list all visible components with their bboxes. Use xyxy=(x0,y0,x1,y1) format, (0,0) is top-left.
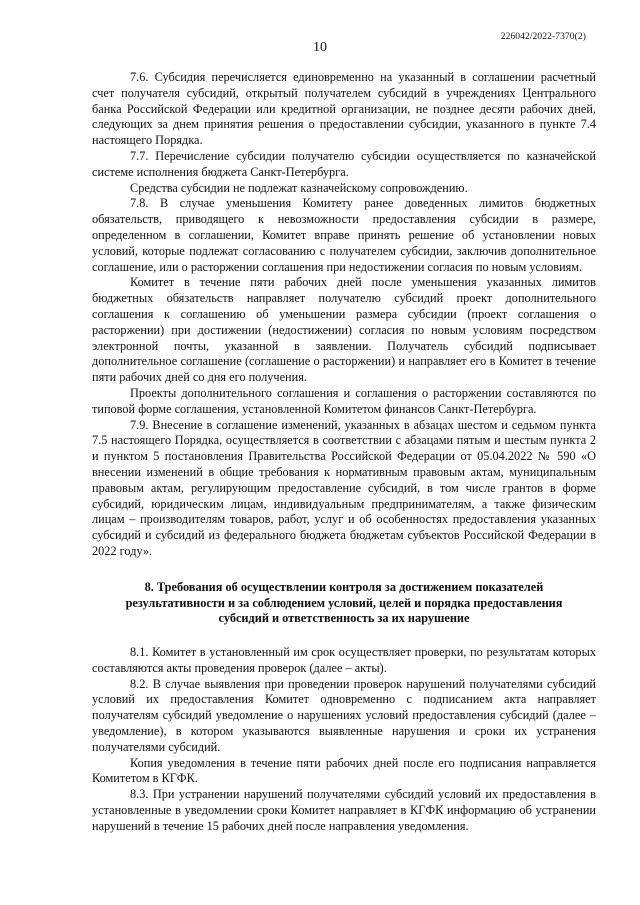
paragraph-7-8-committee: Комитет в течение пяти рабочих дней после уменьшения указанных лимитов бюджетных обязательств направляет получателю субсидий проект дополнительного соглашения к соглашению об уменьшении размера субсидии (проект соглашения о расторжении) при достижении (недостижении) согласия по новым условиям посредством электронной почты, указанной в заявлении. Получатель субсидий подписывает дополнительное соглашение (соглашение о расторжении) и направляет его в Комитет в течение пяти рабочих дней со дня его получения. xyxy=(92,275,596,385)
paragraph-8-2: 8.2. В случае выявления при проведении проверок нарушений получателями субсидий условий их предоставления Комитет одновременно с подписанием акта направляет получателям субсидий уведомление о нарушениях условий предоставления субсидий (далее – уведомление), в котором указываются выявленные нарушения и сроки их устранения получателями субсидий. xyxy=(92,676,596,754)
paragraph-7-9: 7.9. Внесение в соглашение изменений, указанных в абзацах шестом и седьмом пункта 7.5 настоящего Порядка, осуществляется в соответствии с абзацами пятым и шестым пункта 2 и пунктом 5 постановления Правительства Российской Федерации от 05.04.2022 № 590 «О внесении изменений в общие требования к нормативным правовым актам, муниципальным правовым актам, регулирующим предоставление субсидий, в том числе грантов в форме субсидий, юридическим лицам, индивидуальным предпринимателям, а также физическим лицам – производителям товаров, работ, услуг и об особенностях предоставления указанных субсидий и субсидий из федерального бюджета бюджетам субъектов Российской Федерации в 2022 году». xyxy=(92,417,596,558)
page-number: 10 xyxy=(313,40,327,55)
paragraph-7-7: 7.7. Перечисление субсидии получателю субсидии осуществляется по казначейской системе исполнения бюджета Санкт-Петербурга. xyxy=(92,148,596,179)
paragraph-7-8: 7.8. В случае уменьшения Комитету ранее доведенных лимитов бюджетных обязательств, приводящего к невозможности предоставления субсидии в размере, определенном в соглашении, Комитет вправе принять решение об установлении новых условий, которые подлежат согласованию с получателем субсидии, заключив дополнительное соглашение, или о расторжении соглашения при недостижении согласия по новым условиям. xyxy=(92,196,596,274)
section-8-title xyxy=(92,580,596,627)
paragraph-7-6: 7.6. Субсидия перечисляется единовременно на указанный в соглашении расчетный счет получателя субсидий, открытый получателем субсидий в учреждениях Центрального банка Российской Федерации или кредитной организации, не позднее десяти рабочих дней, следующих за днем принятия решения о предоставлении субсидии, указанного в пункте 7.4 настоящего Порядка. xyxy=(92,70,596,148)
section-8-title-line-3: субсидий и ответственность за их нарушение xyxy=(218,611,470,626)
section-8-title-line-1: 8. Требования об осуществлении контроля за достижением показателей xyxy=(144,579,544,594)
paragraph-8-3: 8.3. При устранении нарушений получателями субсидий условий их предоставления в установленные в уведомлении сроки Комитет направляет в КГФК информацию об устранении нарушений в течение 15 рабочих дней после направления уведомления. xyxy=(92,787,596,833)
paragraph-7-8-projects: Проекты дополнительного соглашения и соглашения о расторжении составляются по типовой форме соглашения, установленной Комитетом финансов Санкт-Петербурга. xyxy=(92,385,596,416)
paragraph-8-1: 8.1. Комитет в установленный им срок осуществляет проверки, по результатам которых составляются акты проведения проверок (далее – акты). xyxy=(92,645,596,675)
paragraph-8-2-copy: Копия уведомления в течение пяти рабочих дней после его подписания направляется Комитетом в КГФК. xyxy=(92,755,596,786)
paragraph-7-7-note: Средства субсидии не подлежат казначейскому сопровождению. xyxy=(130,180,468,195)
document-body xyxy=(92,70,596,835)
section-8-title-line-2: результативности и за соблюдением условий, целей и порядка предоставления xyxy=(125,595,563,610)
document-id: 226042/2022-7370(2) xyxy=(500,32,586,42)
